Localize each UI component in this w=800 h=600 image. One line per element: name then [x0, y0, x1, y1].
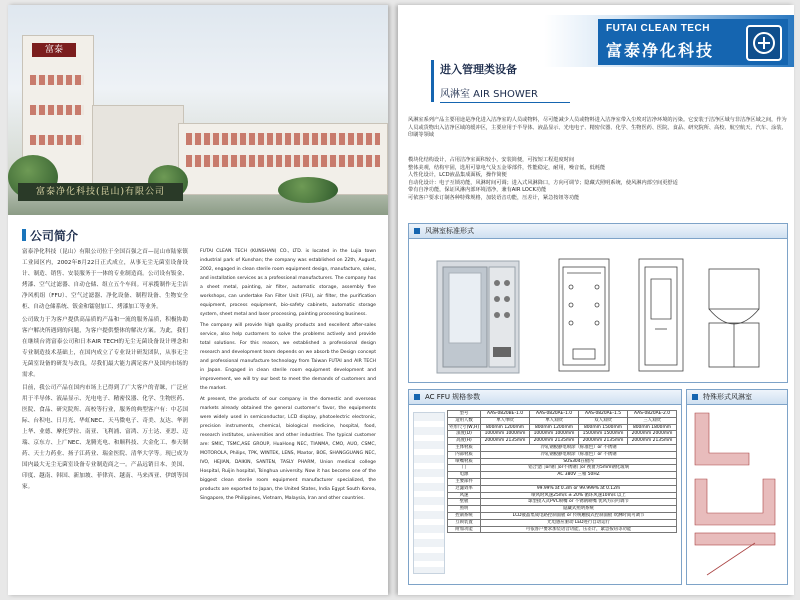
tree	[278, 177, 338, 203]
spec-value: 99.99% at 0.3m or 99.999% at 0.12m	[481, 485, 677, 492]
left-page	[8, 5, 388, 595]
spec-value: 单人单吹	[481, 417, 530, 424]
spec-label: 外形尺寸(W,H)	[449, 424, 480, 430]
spec-label: 门	[448, 465, 481, 472]
spec-value: 2000mm 2135mm	[627, 438, 676, 445]
spec-table	[447, 410, 677, 533]
product-intro	[408, 117, 788, 140]
panel-title: 风淋室标准形式	[409, 224, 787, 239]
spec-row	[448, 519, 677, 526]
feature-item: 带有自净功能，保证风淋内部环境清净，兼有AIR LOCK功能	[408, 187, 547, 194]
intro-en-paragraph: FUTAI CLEAN TECH (KUNSHAN) CO., LTD. is located in the Lujia town industrial park of Kunshan; the company was established on 22th, August, 2002, engaged in clean sterile room equipment design, manufacture, sales, and installation services as a professional manufacturers. The company has a sheet metal, painting, air filter, automatic storage, assembly five workshops, can undertake Fan Filter Unit (FFU), air filter, the purification equipment, process equipment, bio-safety cabinets, automatic storage system, sheet metal and laser processing, painting processing business.	[200, 249, 376, 317]
spec-value: 800mm 1500mm	[579, 424, 628, 431]
intro-en-paragraph: The company will provide high quality products and excellent after-sales service, also help customers to solve the problems actively and provide total solutions. For this reason, we established a professional design research and development team depends on we absorb the Design concept and professional manufacture technology from Taiwan FUTAI and AIR TECH in Japan. Engaged in clean sterile room equipment development and improvement, we will try our best to meet the demands of customers and the market.	[200, 323, 376, 391]
spec-value: 喷风时风速25m/s ± 20% 循环风速10m/s 以上	[481, 492, 677, 499]
spec-label: 主体材质	[448, 444, 481, 451]
product-title: 风淋室 AIR SHOWER	[440, 89, 538, 100]
spec-value: 单人双吹	[530, 417, 579, 424]
spec-label: 风速	[448, 492, 481, 499]
spec-label: 控制系统	[448, 512, 481, 519]
spec-label: 高度(H)	[448, 438, 481, 445]
standard-form-panel	[408, 223, 788, 383]
panel-title: AC FFU 规格参数	[409, 390, 681, 405]
spec-value: 双人双吹	[579, 417, 628, 424]
spec-value: 1000mm 1000mm	[530, 431, 579, 438]
spec-value: 冷轧钢板静电喷涂（标准色）or 不锈钢	[481, 451, 677, 458]
spec-label: 照明	[448, 506, 481, 513]
spec-row	[448, 485, 677, 492]
air-shower-photo	[437, 261, 519, 373]
factory-photo	[8, 5, 388, 215]
spec-value: AAS-0820AE-1.5	[579, 411, 628, 418]
spec-row	[448, 465, 677, 472]
spec-value: 800mm 1800mm	[627, 424, 676, 431]
u-shaped-layout	[695, 479, 775, 525]
feature-item: 自动化设计：电子互锁功能，风淋时间可调；进入式风淋降口，方向可调节；隐藏式照明系统，使风淋内部空间更舒适	[408, 179, 678, 186]
spec-value: 可依客户要求加装语音功能，压差计，紧急按钮等功能	[481, 526, 677, 533]
spec-row	[448, 506, 677, 513]
windows	[30, 135, 84, 145]
intro-cn-paragraph: 富泰净化科技（昆山）有限公司位于全国百强之首—昆山市陆家镇工业园区内，2002年8月22日正式成立，从事无尘无菌室设备设计、制造、销售、安装服务于一体的专业制造商。公司设有钣金、烤漆、空气过滤器、自动仓储、组立五个车间。可承揽制作无尘洁净风机组（FFU）、空气过滤器、净化设备、制程设备、生物安全柜、自动仓储系统、钣金和镭射加工、烤漆加工等业务。	[22, 249, 188, 310]
stair-layout	[707, 543, 755, 575]
spec-diagram	[413, 412, 445, 574]
intro-paragraph: 风淋室系列产品主要用途是净化进入洁净室的人员或物料，尽可能减少人员或物料进入洁净室带入尘埃对洁净环境的污染。它安装于洁净区域与非洁净区域之间，作为人员或货物出入洁净区域的缓冲区，主要应用于半导体、液晶显示、光电电子、精密仪器、化学、生物医药、医院、食品、研究院所、高校、航空航天、汽车、涂装、印刷等领域	[408, 117, 787, 139]
spec-label: 型号	[448, 411, 481, 418]
spec-value: 2000mm 2135mm	[530, 438, 579, 445]
spec-row	[448, 424, 677, 431]
section-title: 公司简介	[30, 229, 79, 243]
spec-value: SUS304在板内	[481, 458, 677, 465]
feature-list	[408, 157, 788, 203]
spec-row	[448, 438, 677, 445]
spec-label: 喷嘴材质	[448, 458, 481, 465]
spec-value: 800mm 1200mm	[481, 424, 530, 431]
spec-value: 2000mm 2135mm	[481, 438, 530, 445]
title-underline	[440, 102, 570, 103]
air-shower-drawings	[409, 239, 785, 379]
spec-value: 1000mm 1000mm	[481, 431, 530, 438]
l-shaped-layout	[695, 413, 749, 465]
spec-value: 冷轧钢板静电喷涂（标准色）or 不锈钢	[481, 444, 677, 451]
spec-label: 壁板	[448, 499, 481, 506]
spec-row	[448, 431, 677, 438]
spec-value: LCD液晶集成电路控制面板 or 传统触摸式控制面板 吹淋时间可调节	[481, 512, 677, 519]
spec-label: 附加功能	[448, 526, 481, 533]
intro-en-column	[200, 247, 376, 505]
windows	[186, 155, 380, 167]
spec-panel	[408, 389, 682, 585]
spec-label: 互锁装置	[448, 519, 481, 526]
spec-value: 球型接入式PVC喷嘴 or 不锈钢喷嘴 优风方向可调节	[481, 499, 677, 506]
special-layout-drawings	[687, 405, 785, 583]
wall-logo: 富泰	[32, 43, 76, 57]
company-sign: 富泰净化科技(昆山)有限公司	[18, 183, 183, 201]
header-accent-bar	[431, 60, 434, 102]
brand-logo-icon	[746, 25, 782, 61]
straight-layout	[695, 533, 775, 545]
spec-label: 主要部件	[448, 478, 481, 485]
intro-cn-column	[22, 247, 188, 495]
spec-label: 深度(D)	[448, 431, 481, 438]
spec-value: 1500mm 1500mm	[579, 431, 628, 438]
spec-value: 三人双吹	[627, 417, 676, 424]
brand-name-en: FUTAI CLEAN TECH	[606, 23, 710, 34]
spec-value: 光电感应驱动 LED进行自动运行	[481, 519, 677, 526]
spec-value: 800mm 1200mm	[530, 424, 579, 431]
spec-label: 内部材质	[448, 451, 481, 458]
intro-en-paragraph: At present, the products of our company in the domestic and overseas markets already obtained the general customer's favor, the equipments were widely used in semiconductor, LCD display, photoelectric electronic, precision instruments, chemical, biological medicine, hospital, food, research institutes, universities and other industries. The typical customer are: SMIC, TSMC,ASE GROUP, HuaHong NEC, TIANMA, CMO, AUO, CSMC, MOTOROLA, Philips, TPK, WINTEK, LENS, Maxtor, BOE, SHANGGUANG NEC, IVO, HEJIAN, DAIKIN, SANTEN, TASLY PHARM, Union medical college Hospital, Ruijin hospital, Tsinghua university. Now it has become one of the biggest clean sterile room equipment manufacturer specialized, the products are exported to Japan, the United States, India Egypt South Korea, Singapore, the Philippines, Vietnam, Malaysia, Iran and other countries.	[200, 397, 376, 501]
panel-title: 特殊形式风淋室	[687, 390, 787, 405]
spec-row	[448, 512, 677, 519]
title-accent-bar	[22, 229, 26, 241]
spec-row	[448, 478, 677, 485]
spec-value: 2000mm 2135mm	[579, 438, 628, 445]
intro-cn-paragraph: 目前，我公司产品在国内市场上已得到了广大客户的青睐，广泛应用于半导体、液晶显示、光电电子、精密仪器、化学、生物医药、医院、食品、研究院所、高校等行业，服务的典型客户有：中芯国际、台积电、日月光、华虹NEC、天马微电子、奇美、友达、华润上华、业德、摩托罗拉、南亚、飞利浦、富鸿、万士达、亚思、迈瑞、京东方、上广NEC、龙腾光电、和顺科技、大金化工、参天制药、天士力药业、扬子江药业、瑞金医院、清华大学等。现已成为国内最大无尘无菌室设备专业制造商之一。产品远销日本、美国、印度、越南、韩国、新加坡、菲律宾、越南、马来西亚、伊朗等国家。	[22, 385, 188, 490]
spec-value: 隐藏式照明系统	[481, 506, 677, 513]
spec-value: AAS-0820AE-1.0	[530, 411, 579, 418]
spec-row	[448, 417, 677, 424]
right-page	[398, 5, 794, 595]
intro-cn-paragraph: 公司致力于为客户提供高品质的产品和一流的服务品质，积极协助客户解决所遇到的问题，为客户提供整体的解决方案。为此，我们在继续台湾富泰公司和日本AIR TECH的无尘无菌设备设计理念和专业制造技术基础上，在国内成立了专业设计研发团队，从事无尘无菌室设备的研发与改良，尽我们最大能力满足客户及国内市场的需求。	[22, 317, 188, 378]
spec-value: 铝合金门or钢门or不锈钢门or 视窗为5mm钢化玻璃	[481, 465, 677, 472]
spec-label: 过滤效率	[448, 485, 481, 492]
spec-value: AAS-0820AE-2.0	[627, 411, 676, 418]
windows	[30, 75, 84, 85]
feature-item: 模块化结构设计，占用洁净室面积较小，安装简便，可按短工程进度时间	[408, 157, 575, 163]
spec-label: 适用人数	[448, 417, 481, 424]
side-view-drawing	[639, 259, 683, 371]
windows	[30, 105, 84, 115]
feature-item: 可依客户要求订制各种特殊规格，加装语音功能，压差计，紧急按钮等功能	[408, 194, 580, 201]
spec-row	[448, 499, 677, 506]
front-view-drawing	[559, 259, 609, 371]
spec-label: 电源	[448, 472, 481, 479]
spec-row	[448, 411, 677, 418]
special-form-panel	[686, 389, 788, 585]
spec-row	[448, 444, 677, 451]
spec-value: 2000mm 2000mm	[627, 431, 676, 438]
windows	[186, 133, 380, 145]
spec-row	[448, 492, 677, 499]
feature-item: 整体美观，结构牢固，选用可靠电气及五金零部件，性能稳定，耐用，噪音低，低耗能	[408, 164, 606, 171]
top-view-drawing	[709, 269, 759, 367]
spec-value: AAS-0820BE-1.0	[481, 411, 530, 418]
spec-row	[448, 526, 677, 533]
spec-row	[448, 472, 677, 479]
spec-value: AC 380V 三相 50HZ	[481, 472, 677, 479]
feature-item: 人性化设计，LCD液晶集成面板，操作简便	[408, 172, 507, 179]
spec-row	[448, 451, 677, 458]
spec-value	[481, 478, 677, 485]
brand-block	[598, 19, 788, 65]
category-title: 进入管理类设备	[440, 63, 517, 76]
spec-row	[448, 458, 677, 465]
brand-name-cn: 富泰净化科技	[606, 41, 715, 60]
